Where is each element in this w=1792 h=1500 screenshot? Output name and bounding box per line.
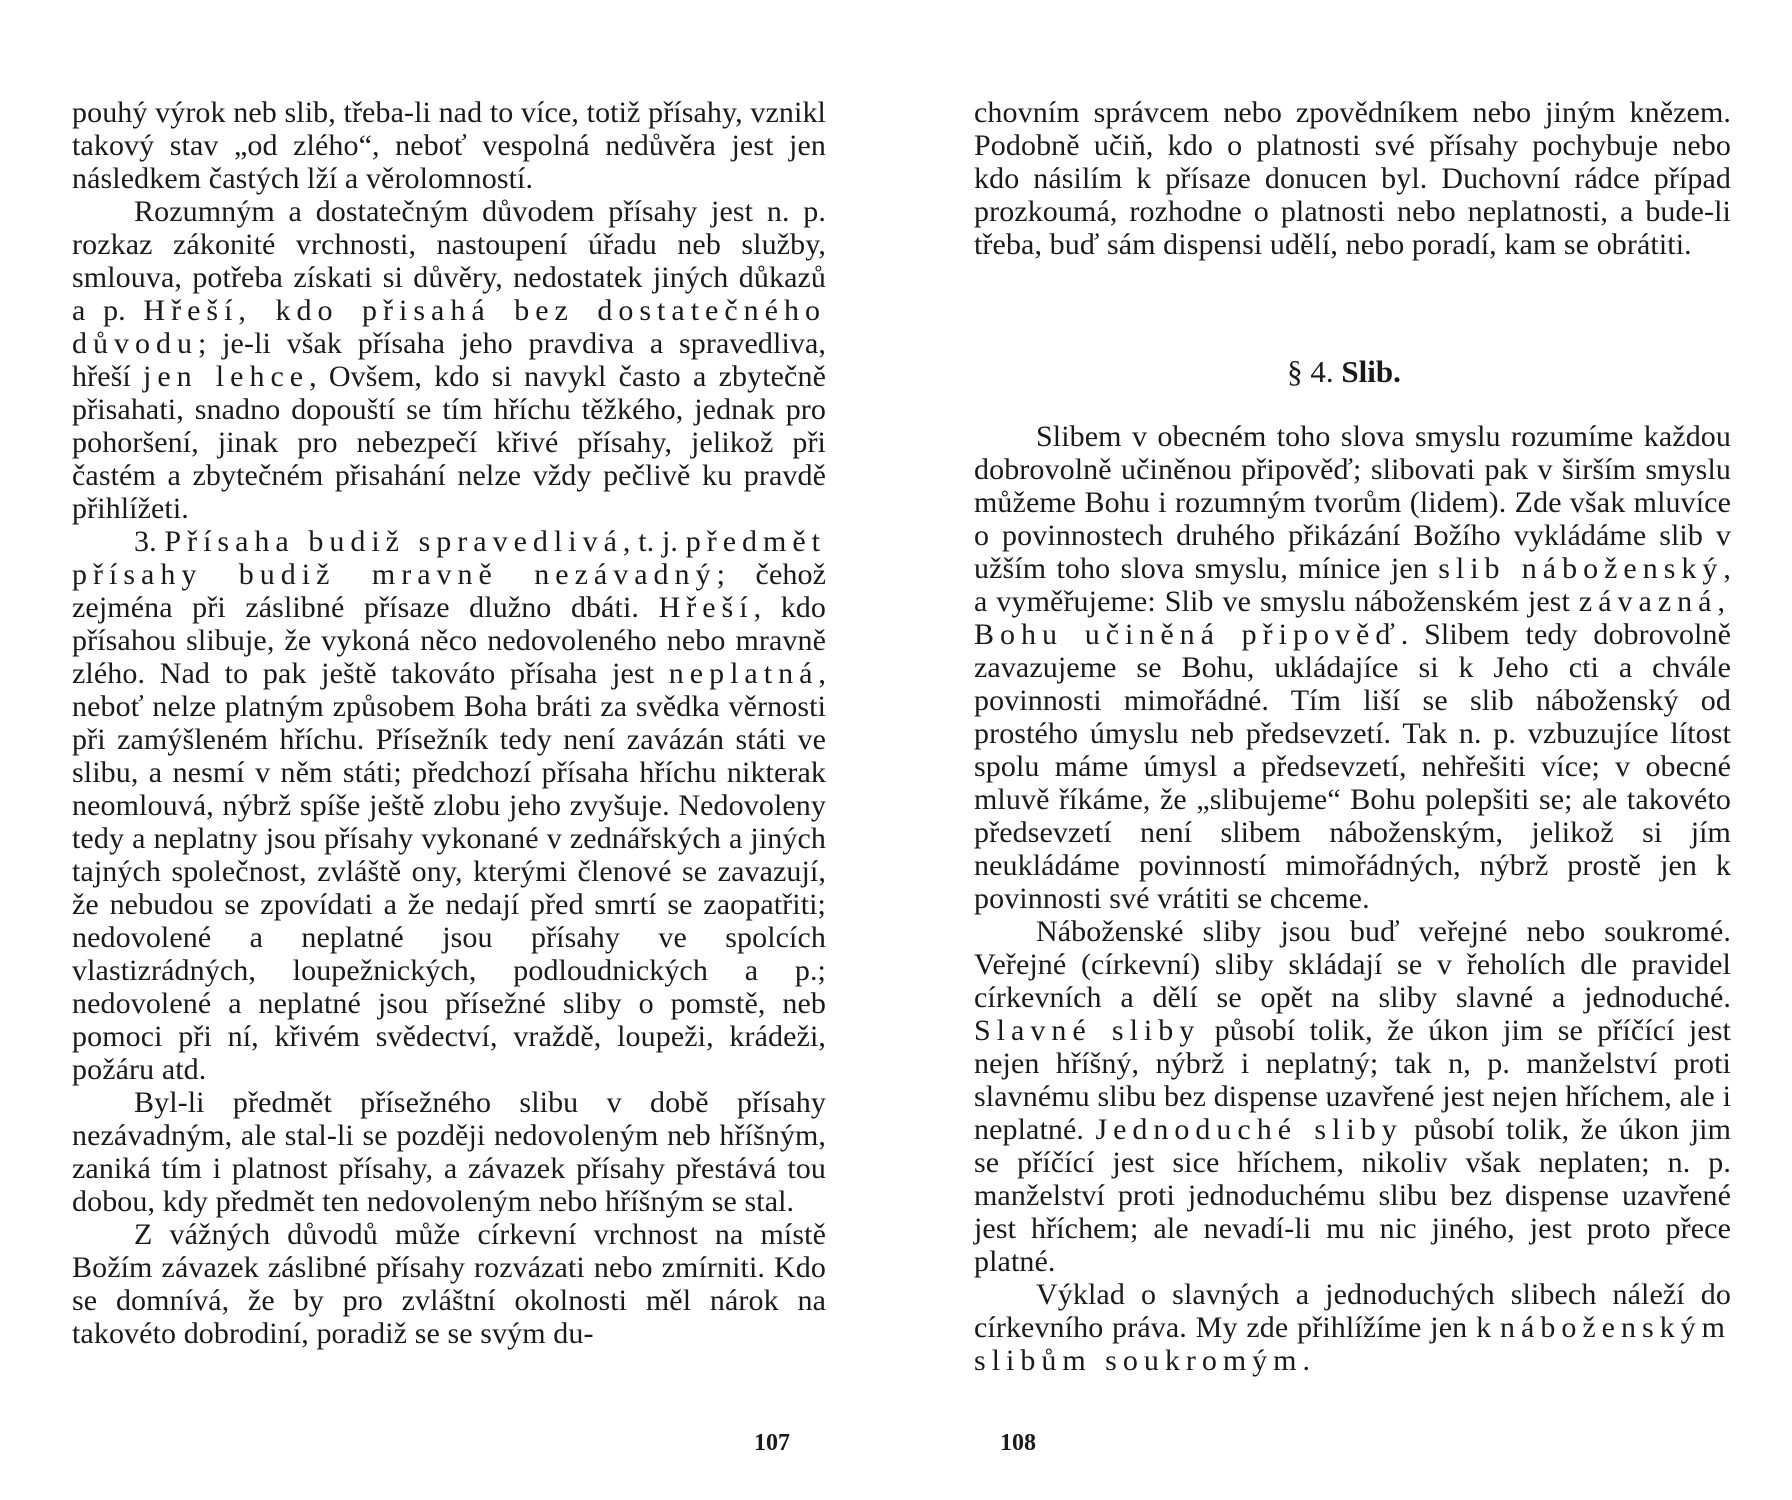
text-run: . Slibem tedy dobrovolně zavazujeme se Bohu, ukládajíce si k Jeho cti a chvále povinnosti mimořádné. Tím liší se slib náboženský od prostého úmyslu neb předsevzetí. Tak n. p. vzbuzujíce lítost spolu máme úmysl a předsevzetí, nehřešiti více; v obecné mluvě říkáme, že „slibujeme“ Bohu polepšiti se; ale takovéto předsevzetí není slibem náboženským, jelikož si jím neukládáme povinností mimořádných, nýbrž prostě jen k povinnosti své vrátiti se chceme. <box>974 618 1731 915</box>
text-run: . <box>1302 1344 1311 1377</box>
text-run: , Ovšem, kdo si navykl často a zbytečně přisahati, snadno dopouští se tím hříchu těžkého, jednak pro pohoršení, jinak pro nebezpečí křivé přísahy, jelikož při častém a zbytečném přisahání nelze vždy pečlivě ku pravdě přihlížeti. <box>72 360 826 525</box>
section-number: § 4. <box>1287 354 1334 389</box>
emphasized-text: Hřeší <box>658 591 754 624</box>
text-run: chovním správcem nebo zpovědníkem nebo jiným knězem. Podobně učiň, kdo o platnosti své přísahy pochybuje nebo kdo násilím k přísaze donucen byl. Duchovní rádce případ prozkoumá, rozhodne o platnosti nebo neplatnosti, a bude-li třeba, buď sám dispensi udělí, nebo poradí, kam se obrátiti. <box>974 96 1731 261</box>
paragraph <box>974 420 1731 915</box>
paragraph <box>974 1278 1731 1377</box>
emphasized-text: jen lehce <box>143 360 310 393</box>
emphasized-text: Hřeší, kdo přisahá bez dostatečného důvodu <box>72 294 826 360</box>
emphasized-text: náboženským slibům soukromým <box>974 1311 1731 1377</box>
page-number: 108 <box>1000 1430 1036 1456</box>
text-run: Slibem v obecném toho slova smyslu rozumíme každou dobrovolně učiněnou připověď; slibovati pak v širším smyslu můžeme Bohu i rozumným tvorům (lidem). Zde však mluvíce o povinnostech druhého přikázání Božího vykládáme slib v užším toho slova smyslu, mínice jen <box>974 420 1731 585</box>
emphasized-text: Přísaha budiž spravedlivá <box>164 525 623 558</box>
text-run: , t. j. <box>622 525 686 558</box>
text-run: Výklad o slavných a jednoduchých slibech náleží do církevního práva. My zde přihlížíme jen k <box>974 1278 1731 1344</box>
text-run: působí tolik, že úkon jim se příčící jest nejen hříšný, nýbrž i neplatný; tak n, p. manželství proti slavnému slibu bez dispense uzavřené jest nejen hříchem, ale i neplatné. <box>974 1014 1731 1146</box>
paragraph <box>974 96 1731 261</box>
right-page-text-top <box>974 96 1731 261</box>
paragraph <box>72 1218 826 1350</box>
text-run: pouhý výrok neb slib, třeba-li nad to více, totiž přísahy, vznikl takový stav „od zlého“, neboť vespolná nedůvěra jest jen následkem častých lží a věrolomností. <box>72 96 826 195</box>
text-run: 3. <box>134 525 165 558</box>
paragraph <box>72 96 826 195</box>
text-run: , neboť nelze platným způsobem Boha bráti za svědka věrnosti při zamýšleném hříchu. Přísežník tedy není zavázán státi ve slibu, a nesmí v něm státi; předchozí přísaha hříchu nikterak neomlouvá, nýbrž spíše ještě zlobu jeho zvyšuje. Nedovoleny tedy a neplatny jsou přísahy vykonané v zednářských a jiných tajných společnost, zvláště ony, kterými členové se zavazují, že nebudou se zpovídati a že nedají před smrtí se zaopatřiti; nedovolené a neplatné jsou přísahy ve spolcích vlastizrádných, loupežnických, podloudnických a p.; nedovolené a neplatné jsou přísežné sliby o pomstě, neb pomoci při ní, křivém svědectví, vraždě, loupeži, krádeži, požáru atd. <box>72 657 826 1086</box>
text-run: , kdo přísahou slibuje, že vykoná něco nedovoleného nebo mravně zlého. Nad to pak ještě takováto přísaha jest <box>72 591 827 690</box>
text-run: působí tolik, že úkon jim se příčící jest sice hříchem, nikoliv však neplaten; n. p. manželství proti jednoduchému slibu bez dispense uzavřené jest hříchem; ale nevadí-li mu nic jiného, jest proto přece platné. <box>974 1113 1731 1278</box>
right-page <box>896 0 1792 1500</box>
text-run: , a vyměřujeme: Slib ve smyslu náboženském jest <box>974 552 1732 618</box>
emphasized-text: závazná, Bohu učiněná připověď <box>974 585 1731 651</box>
emphasized-text: neplatná <box>668 657 819 690</box>
text-run: Rozumným a dostatečným důvodem přísahy jest n. p. rozkaz zákonité vrchnosti, nastoupení úřadu neb služby, smlouva, potřeba získati si důvěry, nedostatek jiných důkazů a p. <box>72 195 826 327</box>
emphasized-text: předmět přísahy budiž mravně nezávadný <box>72 525 826 591</box>
text-run: ; je-li však přísaha jeho pravdiva a spravedliva, hřeší <box>72 327 826 393</box>
emphasized-text: Slavné sliby <box>974 1014 1201 1047</box>
text-run: Byl-li předmět přísežného slibu v době přísahy nezávadným, ale stal-li se později nedovoleným neb hříšným, zaniká tím i platnost přísahy, a závazek přísahy přestává tou dobou, kdy předmět ten nedovoleným nebo hříšným se stal. <box>72 1086 826 1218</box>
paragraph <box>72 1086 826 1218</box>
paragraph <box>974 915 1731 1278</box>
text-run: Náboženské sliby jsou buď veřejné nebo soukromé. Veřejné (církevní) sliby skládají se v řeholích dle pravidel církevních a dělí se opět na sliby slavné a jednoduché. <box>974 915 1731 1014</box>
emphasized-text: slib náboženský <box>1438 552 1724 585</box>
emphasized-text: Jednoduché sliby <box>1095 1113 1403 1146</box>
text-run: Z vážných důvodů může církevní vrchnost na místě Božím závazek záslibné přísahy rozvázati nebo zmírniti. Kdo se domnívá, že by pro zvláštní okolnosti měl nárok na takovéto dobrodiní, poradiž se se svým du- <box>72 1218 826 1350</box>
right-page-text <box>974 420 1731 1377</box>
text-run: ; čehož zejména při záslibné přísaze dlužno dbáti. <box>72 558 827 624</box>
page-number: 107 <box>754 1430 790 1456</box>
left-page-text <box>72 96 826 1350</box>
paragraph <box>72 195 826 525</box>
section-title: Slib. <box>1341 354 1401 389</box>
paragraph <box>72 525 826 1086</box>
section-heading <box>896 354 1792 390</box>
